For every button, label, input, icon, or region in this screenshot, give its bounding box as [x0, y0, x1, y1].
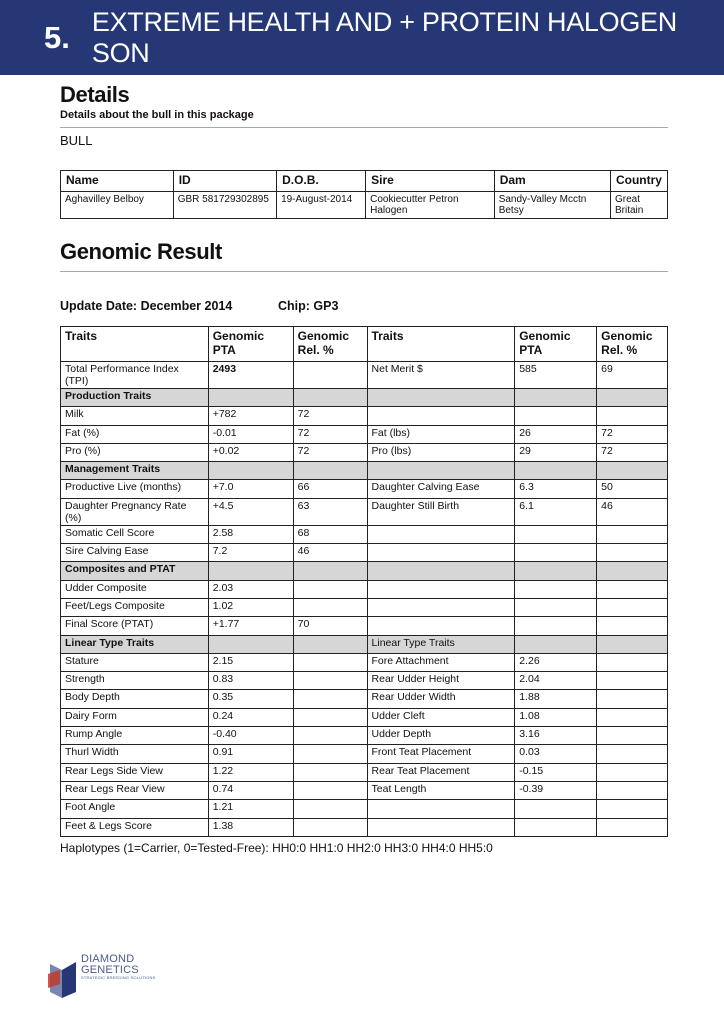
table-cell [597, 525, 668, 543]
table-cell [293, 745, 367, 763]
table-cell: 46 [293, 544, 367, 562]
table-row [61, 525, 668, 543]
details-subtitle: Details about the bull in this package [60, 109, 254, 121]
table-cell [597, 635, 668, 653]
table-cell: 63 [293, 498, 367, 525]
table-cell: 0.03 [515, 745, 597, 763]
section-number: 5. [44, 19, 70, 55]
table-cell: 585 [515, 362, 597, 389]
table-cell: 70 [293, 617, 367, 635]
table-row [61, 425, 668, 443]
table-cell: Feet/Legs Composite [61, 598, 209, 616]
table-row [61, 727, 668, 745]
table-cell [597, 800, 668, 818]
table-cell [515, 562, 597, 580]
table-cell: 1.38 [208, 818, 293, 836]
table-cell: 0.35 [208, 690, 293, 708]
table-cell: Rear Legs Side View [61, 763, 209, 781]
table-cell [515, 544, 597, 562]
diamond-genetics-logo [48, 954, 155, 998]
table-cell: 68 [293, 525, 367, 543]
table-cell [293, 800, 367, 818]
table-cell [367, 580, 515, 598]
logo-tagline: STRATEGIC BREEDING SOLUTIONS [81, 975, 156, 980]
table-cell [515, 800, 597, 818]
table-cell [293, 781, 367, 799]
table-cell [293, 598, 367, 616]
table-cell [208, 462, 293, 480]
table-cell [597, 462, 668, 480]
table-cell [367, 462, 515, 480]
table-cell [597, 617, 668, 635]
genomic-col-rel-2: Genomic Rel. % [597, 327, 668, 362]
table-cell: 3.16 [515, 727, 597, 745]
table-cell: Teat Length [367, 781, 515, 799]
table-row [61, 818, 668, 836]
table-cell: 7.2 [208, 544, 293, 562]
table-cell [293, 818, 367, 836]
table-row [61, 580, 668, 598]
table-cell [515, 389, 597, 407]
table-cell: Front Teat Placement [367, 745, 515, 763]
bull-col-sire: Sire [366, 171, 495, 192]
table-cell: 0.91 [208, 745, 293, 763]
logo-text-diamond: DIAMOND [81, 953, 135, 965]
table-cell: 2.15 [208, 653, 293, 671]
table-row [61, 462, 668, 480]
table-cell [597, 690, 668, 708]
table-cell: +4.5 [208, 498, 293, 525]
table-cell [515, 818, 597, 836]
bull-col-dob: D.O.B. [277, 171, 366, 192]
bull-table [60, 170, 668, 219]
table-cell: -0.39 [515, 781, 597, 799]
table-cell: Rear Udder Width [367, 690, 515, 708]
table-cell [597, 672, 668, 690]
bull-country: Great Britain [610, 192, 667, 219]
table-row [61, 598, 668, 616]
table-row [61, 635, 668, 653]
table-cell: 72 [293, 407, 367, 425]
update-date: Update Date: December 2014 [60, 299, 233, 313]
table-cell [208, 389, 293, 407]
table-cell: Daughter Pregnancy Rate (%) [61, 498, 209, 525]
table-cell: 2.03 [208, 580, 293, 598]
table-cell [515, 462, 597, 480]
table-cell: 50 [597, 480, 668, 498]
table-cell [293, 562, 367, 580]
table-row [61, 389, 668, 407]
table-cell: 2493 [208, 362, 293, 389]
genomic-table [60, 326, 668, 837]
table-cell: Foot Angle [61, 800, 209, 818]
details-heading: Details [60, 82, 130, 107]
table-row [61, 653, 668, 671]
table-row [61, 544, 668, 562]
table-cell: 72 [293, 425, 367, 443]
genomic-table-body [61, 362, 668, 837]
genomic-col-pta-2: Genomic PTA [515, 327, 597, 362]
table-cell: 2.26 [515, 653, 597, 671]
genomic-col-traits: Traits [61, 327, 209, 362]
table-cell: Composites and PTAT [61, 562, 209, 580]
table-cell [293, 672, 367, 690]
table-row [61, 708, 668, 726]
table-cell [597, 653, 668, 671]
table-cell: Udder Cleft [367, 708, 515, 726]
table-row [61, 617, 668, 635]
bull-col-country: Country [610, 171, 667, 192]
table-cell: +1.77 [208, 617, 293, 635]
table-row [61, 745, 668, 763]
table-row [61, 443, 668, 461]
bull-col-name: Name [61, 171, 174, 192]
details-divider [60, 127, 668, 128]
table-cell: Rear Udder Height [367, 672, 515, 690]
table-cell [208, 562, 293, 580]
table-cell: Production Traits [61, 389, 209, 407]
table-cell: Udder Depth [367, 727, 515, 745]
table-cell: Udder Composite [61, 580, 209, 598]
table-cell: 0.74 [208, 781, 293, 799]
table-cell [515, 635, 597, 653]
table-cell: Sire Calving Ease [61, 544, 209, 562]
table-cell: Fat (%) [61, 425, 209, 443]
table-cell: 26 [515, 425, 597, 443]
table-cell [293, 690, 367, 708]
bull-col-id: ID [173, 171, 276, 192]
table-cell [208, 635, 293, 653]
table-cell: Total Performance Index (TPI) [61, 362, 209, 389]
table-cell: +0.02 [208, 443, 293, 461]
table-cell: 2.04 [515, 672, 597, 690]
table-cell: 1.02 [208, 598, 293, 616]
table-cell [367, 800, 515, 818]
table-row [61, 672, 668, 690]
table-cell: Stature [61, 653, 209, 671]
table-cell: 46 [597, 498, 668, 525]
table-row [61, 781, 668, 799]
table-cell [597, 763, 668, 781]
table-cell [367, 525, 515, 543]
table-cell [367, 598, 515, 616]
table-cell: 72 [597, 443, 668, 461]
content [60, 82, 668, 855]
bull-id: GBR 581729302895 [173, 192, 276, 219]
table-cell [367, 617, 515, 635]
table-cell [293, 763, 367, 781]
bull-col-dam: Dam [494, 171, 610, 192]
table-cell [293, 727, 367, 745]
table-cell: Milk [61, 407, 209, 425]
table-cell [597, 580, 668, 598]
bull-sire: Cookiecutter Petron Halogen [366, 192, 495, 219]
bull-name: Aghavilley Belboy [61, 192, 174, 219]
table-cell [293, 580, 367, 598]
page-title: EXTREME HEALTH AND + PROTEIN HALOGEN SON [91, 6, 677, 68]
table-row [61, 763, 668, 781]
table-cell: Daughter Still Birth [367, 498, 515, 525]
table-cell: Management Traits [61, 462, 209, 480]
table-cell [597, 818, 668, 836]
table-cell: +782 [208, 407, 293, 425]
table-cell [515, 407, 597, 425]
table-cell: 1.88 [515, 690, 597, 708]
genomic-col-rel: Genomic Rel. % [293, 327, 367, 362]
table-cell [597, 389, 668, 407]
genomic-col-traits-2: Traits [367, 327, 515, 362]
bull-dam: Sandy-Valley Mcctn Betsy [494, 192, 610, 219]
table-cell: Rump Angle [61, 727, 209, 745]
table-cell [293, 653, 367, 671]
genomic-heading: Genomic Result [60, 239, 222, 264]
table-cell: Rear Legs Rear View [61, 781, 209, 799]
table-cell: Strength [61, 672, 209, 690]
table-cell: 0.83 [208, 672, 293, 690]
table-cell [597, 727, 668, 745]
table-cell [597, 745, 668, 763]
bull-table-header [61, 171, 668, 192]
table-cell: Body Depth [61, 690, 209, 708]
table-cell [597, 562, 668, 580]
table-cell: Thurl Width [61, 745, 209, 763]
table-cell: Linear Type Traits [61, 635, 209, 653]
table-cell [515, 580, 597, 598]
table-cell: Pro (lbs) [367, 443, 515, 461]
table-row [61, 498, 668, 525]
table-row [61, 562, 668, 580]
table-cell: Fat (lbs) [367, 425, 515, 443]
table-cell [597, 781, 668, 799]
haplotypes: Haplotypes (1=Carrier, 0=Tested-Free): HH0:0 HH1:0 HH2:0 HH3:0 HH4:0 HH5:0 [60, 840, 493, 855]
table-cell [597, 544, 668, 562]
table-cell [293, 362, 367, 389]
table-cell [515, 525, 597, 543]
table-cell: 72 [597, 425, 668, 443]
logo-text-genetics: GENETICS [81, 964, 139, 976]
table-cell [293, 462, 367, 480]
table-row [61, 407, 668, 425]
chip-label: Chip: GP3 [278, 299, 339, 313]
table-cell: Productive Live (months) [61, 480, 209, 498]
table-cell [293, 389, 367, 407]
header-banner [0, 0, 724, 75]
table-cell: 72 [293, 443, 367, 461]
table-cell: Pro (%) [61, 443, 209, 461]
bull-label: BULL [60, 133, 93, 148]
table-row [61, 362, 668, 389]
table-cell: 69 [597, 362, 668, 389]
diamond-logo-icon [48, 960, 78, 998]
table-cell: 0.24 [208, 708, 293, 726]
table-cell: 1.21 [208, 800, 293, 818]
table-row [61, 690, 668, 708]
table-cell: Somatic Cell Score [61, 525, 209, 543]
bull-row [61, 192, 668, 219]
genomic-meta [60, 299, 668, 313]
table-cell: Linear Type Traits [367, 635, 515, 653]
table-cell: 66 [293, 480, 367, 498]
table-cell [515, 617, 597, 635]
table-cell [293, 635, 367, 653]
table-cell: Daughter Calving Ease [367, 480, 515, 498]
genomic-col-pta: Genomic PTA [208, 327, 293, 362]
table-cell: Feet & Legs Score [61, 818, 209, 836]
table-cell: 2.58 [208, 525, 293, 543]
table-cell: -0.01 [208, 425, 293, 443]
genomic-divider [60, 271, 668, 272]
table-cell [367, 818, 515, 836]
table-cell: Final Score (PTAT) [61, 617, 209, 635]
table-row [61, 800, 668, 818]
table-cell: Rear Teat Placement [367, 763, 515, 781]
genomic-table-header [61, 327, 668, 362]
table-cell: 1.08 [515, 708, 597, 726]
table-cell: 1.22 [208, 763, 293, 781]
table-cell: +7.0 [208, 480, 293, 498]
table-cell: -0.40 [208, 727, 293, 745]
table-cell [367, 544, 515, 562]
table-cell [515, 598, 597, 616]
table-cell: Net Merit $ [367, 362, 515, 389]
table-cell: -0.15 [515, 763, 597, 781]
table-cell [597, 598, 668, 616]
table-cell [367, 389, 515, 407]
table-cell [293, 708, 367, 726]
table-row [61, 480, 668, 498]
table-cell [597, 708, 668, 726]
table-cell: Fore Attachment [367, 653, 515, 671]
table-cell: Dairy Form [61, 708, 209, 726]
table-cell [597, 407, 668, 425]
table-cell: 6.3 [515, 480, 597, 498]
table-cell: 29 [515, 443, 597, 461]
bull-dob: 19-August-2014 [277, 192, 366, 219]
table-cell: 6.1 [515, 498, 597, 525]
table-cell [367, 562, 515, 580]
table-cell [367, 407, 515, 425]
